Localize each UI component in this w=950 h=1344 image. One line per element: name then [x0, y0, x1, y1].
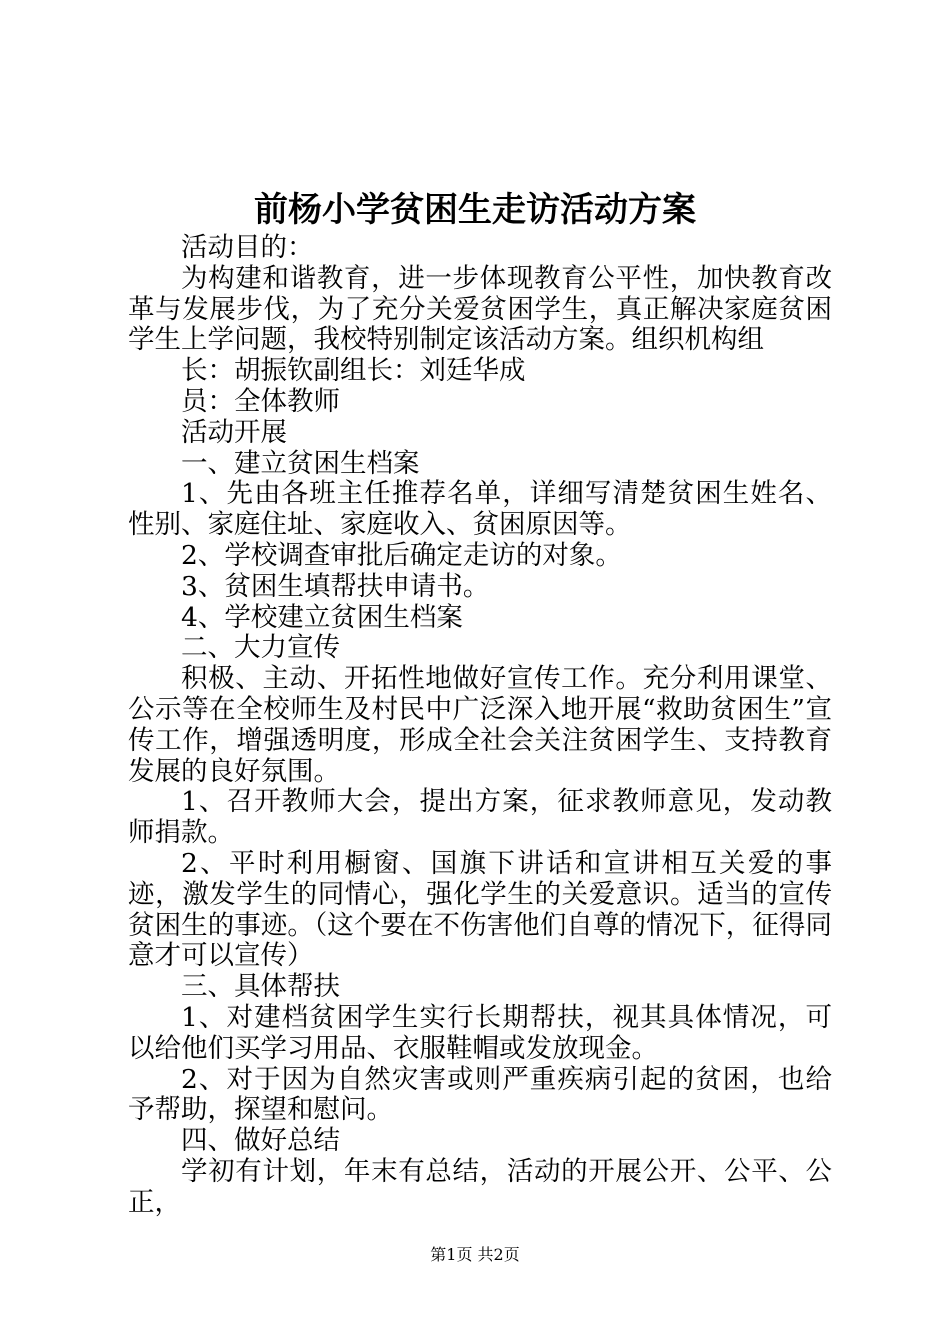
section-heading: 一、建立贫困生档案	[181, 447, 420, 479]
paragraph: 4、学校建立贫困生档案	[181, 601, 463, 633]
section-heading: 二、大力宣传	[181, 632, 340, 664]
paragraph: 长：胡振钦副组长：刘廷华成	[181, 355, 526, 387]
section-heading: 四、做好总结	[181, 1125, 340, 1157]
paragraph: 为构建和谐教育，进一步体现教育公平性，加快教育改革与发展步伐，为了充分关爱贫困学生，真正解决家庭贫困学生上学问题，我校特别制定该活动方案。组织机构组	[128, 262, 832, 356]
paragraph: 1、召开教师大会，提出方案，征求教师意见，发动教师捐款。	[128, 786, 832, 849]
paragraph: 员：全体教师	[181, 385, 340, 417]
section-heading: 三、具体帮扶	[181, 971, 340, 1003]
paragraph: 2、平时利用橱窗、国旗下讲话和宣讲相互关爱的事迹，激发学生的同情心，强化学生的关爱意识。适当的宣传贫困生的事迹。（这个要在不伤害他们自尊的情况下，征得同意才可以宣传）	[128, 847, 832, 972]
paragraph: 2、学校调查审批后确定走访的对象。	[181, 539, 622, 571]
paragraph: 活动开展	[181, 416, 287, 448]
paragraph: 学初有计划，年末有总结，活动的开展公开、公平、公正，	[128, 1155, 832, 1218]
document-body	[128, 233, 832, 1219]
document-title: 前杨小学贫困生走访活动方案	[254, 190, 696, 230]
page-footer: 第1页 共2页	[430, 1245, 520, 1264]
paragraph: 1、先由各班主任推荐名单，详细写清楚贫困生姓名、性别、家庭住址、家庭收入、贫困原因等。	[128, 478, 832, 541]
paragraph: 2、对于因为自然灾害或则严重疾病引起的贫困，也给予帮助，探望和慰问。	[128, 1063, 832, 1126]
paragraph: 活动目的：	[181, 232, 314, 263]
paragraph: 1、对建档贫困学生实行长期帮扶，视其具体情况，可以给他们买学习用品、衣服鞋帽或发放现金。	[128, 1001, 832, 1064]
paragraph: 3、贫困生填帮扶申请书。	[181, 570, 490, 602]
paragraph: 积极、主动、开拓性地做好宣传工作。充分利用课堂、公示等在全校师生及村民中广泛深入地开展“救助贫困生”宣传工作，增强透明度，形成全社会关注贫困学生、支持教育发展的良好氛围。	[128, 663, 832, 787]
